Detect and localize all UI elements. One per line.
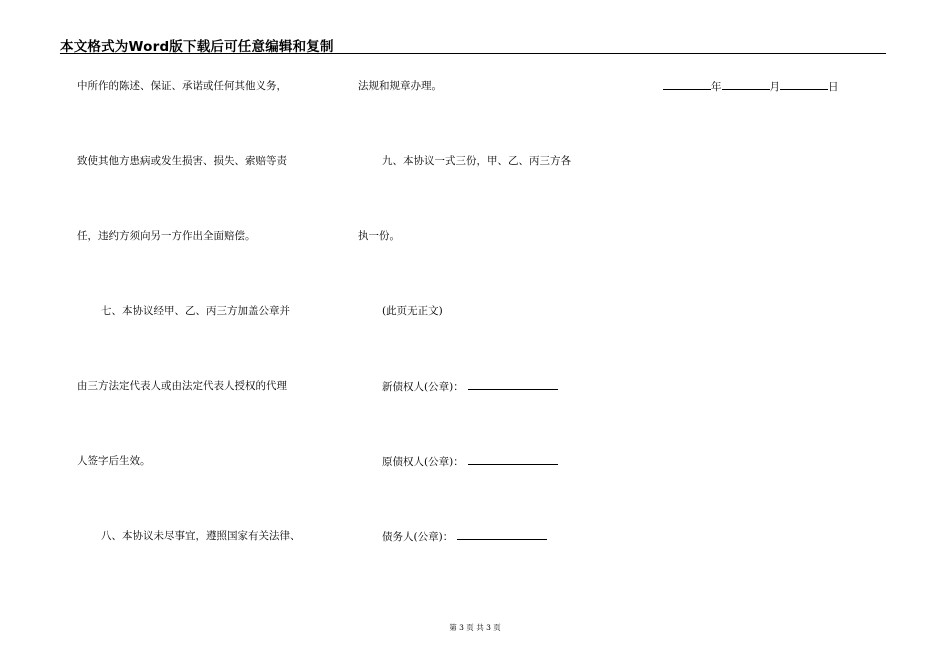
new-creditor-signature <box>382 379 558 394</box>
new-creditor-label: 新债权人(公章)： <box>382 381 464 393</box>
debtor-signature <box>382 529 547 544</box>
old-creditor-label: 原债权人(公章)： <box>382 456 464 468</box>
middle-line-1: 法规和规章办理。 <box>358 80 442 92</box>
new-creditor-blank <box>468 379 558 390</box>
no-text-note: (此页无正文) <box>382 305 443 317</box>
left-line-2: 致使其他方患病或发生损害、损失、索赔等责 <box>77 155 287 167</box>
year-label: 年 <box>711 81 722 93</box>
date-line <box>663 79 839 94</box>
page-header <box>60 33 886 54</box>
clause-8-start: 八、本协议未尽事宜，遵照国家有关法律、 <box>101 530 301 542</box>
clause-9-start: 九、本协议一式三份，甲、乙、丙三方各 <box>382 155 571 167</box>
left-line-6: 人签字后生效。 <box>77 455 151 467</box>
left-line-5: 由三方法定代表人或由法定代表人授权的代理 <box>77 380 287 392</box>
page-footer: 第 3 页 共 3 页 <box>449 623 501 632</box>
month-label: 月 <box>769 81 780 93</box>
year-blank <box>663 79 711 90</box>
left-line-1: 中所作的陈述、保证、承诺或任何其他义务， <box>77 80 287 92</box>
debtor-blank <box>457 529 547 540</box>
debtor-label: 债务人(公章)： <box>382 531 454 543</box>
old-creditor-signature <box>382 454 558 469</box>
month-blank <box>722 79 770 90</box>
header-title: 本文格式为Word版下载后可任意编辑和复制 <box>60 39 334 55</box>
day-label: 日 <box>828 81 839 93</box>
clause-7-start: 七、本协议经甲、乙、丙三方加盖公章并 <box>101 305 290 317</box>
left-line-3: 任，违约方须向另一方作出全面赔偿。 <box>77 230 256 242</box>
middle-line-3: 执一份。 <box>358 230 400 242</box>
old-creditor-blank <box>468 454 558 465</box>
day-blank <box>780 79 828 90</box>
